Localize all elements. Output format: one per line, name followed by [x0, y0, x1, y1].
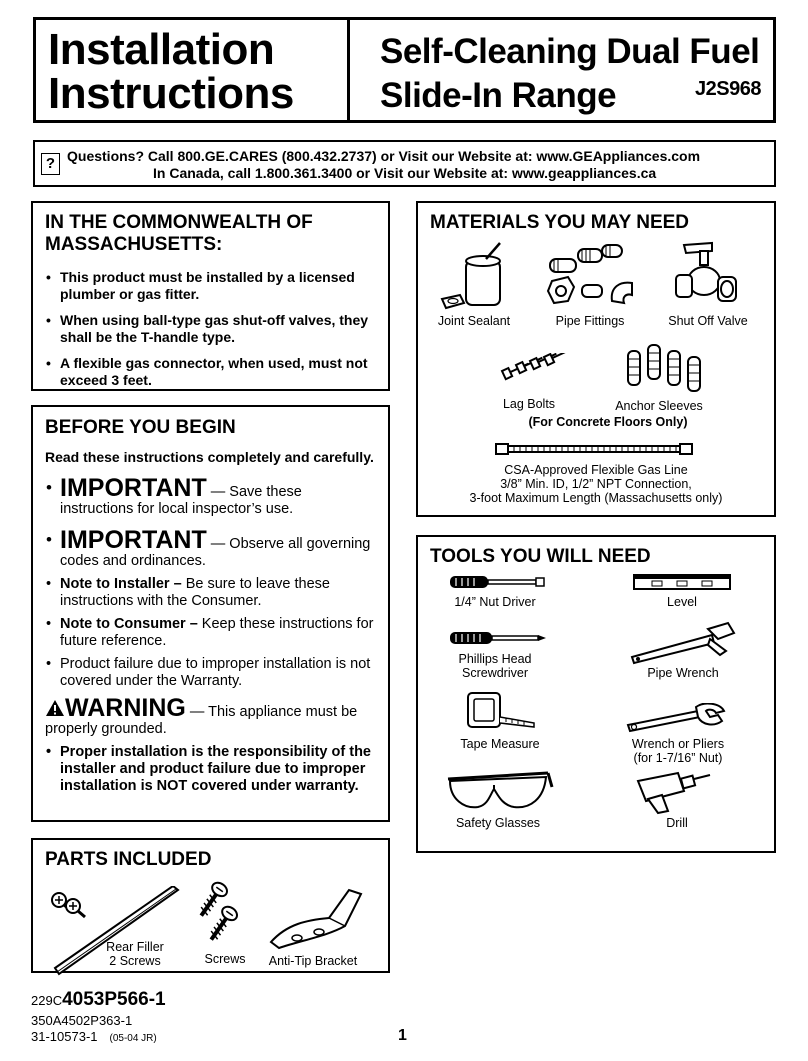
questions-line-1: Questions? Call 800.GE.CARES (800.432.2737) or Visit our Website at: www.GEAppliances.com	[67, 148, 701, 164]
pipe-fittings-illustration	[542, 241, 638, 313]
safety-glasses-caption: Safety Glasses	[455, 816, 541, 830]
phillips-caption	[440, 652, 550, 680]
flexible-gas-line-illustration	[494, 439, 694, 459]
joint-sealant-illustration	[438, 241, 510, 313]
note-text: Be sure to leave these instructions with the Consumer.	[60, 576, 330, 609]
failure-note: • Product failure due to improper installation is not covered under the Warranty.	[45, 656, 376, 690]
caption-line: 3/8” Min. ID, 1/2” NPT Connection,	[500, 477, 692, 491]
important-save-note: • IMPORTANT — Save these instructions for local inspector’s use.	[46, 474, 302, 517]
part-number-prefix: 229C	[31, 993, 63, 1008]
tools-section	[416, 535, 776, 853]
revision-date: (05-04 JR)	[109, 1033, 157, 1044]
materials-section	[416, 201, 776, 517]
model-number: J2S968	[695, 78, 761, 100]
questions-banner	[33, 140, 776, 187]
before-you-begin-section	[31, 405, 390, 822]
secondary-number: 350A4502P363-1	[31, 1013, 133, 1028]
product-line-2: Slide-In Range	[380, 76, 617, 115]
warning-icon	[45, 699, 65, 717]
materials-title: MATERIALS YOU MAY NEED	[430, 212, 690, 233]
caption-line: (for 1-7/16” Nut)	[633, 751, 723, 765]
document-number-line	[31, 1029, 157, 1046]
concrete-floors-note: (For Concrete Floors Only)	[528, 415, 688, 429]
anchor-sleeves-illustration	[622, 343, 712, 399]
note-label: Note to Consumer –	[60, 616, 198, 632]
product-title	[350, 20, 773, 120]
lag-bolts-caption: Lag Bolts	[502, 397, 556, 411]
parts-included-section	[31, 838, 390, 973]
important-label: IMPORTANT	[60, 526, 207, 554]
gas-line-caption	[426, 463, 766, 505]
nut-driver-caption: 1/4” Nut Driver	[454, 595, 536, 609]
title-line-1: Installation	[48, 25, 275, 74]
before-intro: Read these instructions completely and carefully.	[45, 449, 374, 465]
drill-caption: Drill	[666, 816, 688, 830]
product-line-1: Self-Cleaning Dual Fuel	[380, 32, 760, 71]
rear-filler-caption	[105, 940, 165, 968]
level-illustration	[632, 573, 732, 591]
screws-caption: Screws	[204, 952, 246, 966]
bracket-caption: Anti-Tip Bracket	[268, 954, 358, 968]
title-line-2: Instructions	[48, 69, 294, 118]
caption-line: Wrench or Pliers	[631, 737, 725, 751]
tape-measure-caption: Tape Measure	[460, 737, 540, 751]
level-caption: Level	[667, 595, 697, 609]
warning-label: WARNING	[65, 694, 186, 722]
caption-line: 2 Screws	[109, 954, 161, 968]
massachusetts-title: IN THE COMMONWEALTH OF MASSACHUSETTS:	[45, 212, 313, 255]
warning-text: — This appliance must be properly grounded.	[45, 704, 358, 737]
nut-driver-illustration	[448, 573, 548, 591]
massachusetts-section	[31, 201, 390, 391]
before-title: BEFORE YOU BEGIN	[45, 417, 236, 438]
safety-glasses-illustration	[444, 769, 554, 815]
tools-title: TOOLS YOU WILL NEED	[430, 546, 651, 567]
caption-line: CSA-Approved Flexible Gas Line	[504, 463, 688, 477]
tape-measure-illustration	[464, 689, 536, 731]
phillips-screwdriver-illustration	[448, 629, 548, 647]
page-number: 1	[398, 1027, 407, 1044]
responsibility-note: • Proper installation is the responsibility of the installer and product failure due to improper installation is NOT covered under warranty.	[45, 744, 376, 795]
adjustable-wrench-illustration	[624, 703, 728, 733]
document-number: 31-10573-1	[31, 1029, 98, 1044]
joint-sealant-caption: Joint Sealant	[437, 314, 511, 328]
anchor-sleeves-caption: Anchor Sleeves	[615, 399, 703, 413]
shut-off-valve-illustration	[672, 241, 742, 313]
important-text: — Observe all governing codes and ordinances.	[60, 536, 371, 569]
drill-illustration	[632, 769, 712, 815]
pipe-wrench-illustration	[628, 621, 738, 665]
wrench-caption	[618, 737, 738, 765]
warning-note	[45, 695, 376, 738]
note-label: Note to Installer –	[60, 576, 182, 592]
pipe-fittings-caption: Pipe Fittings	[555, 314, 625, 328]
question-icon: ?	[41, 153, 60, 175]
questions-line-2: In Canada, call 1.800.361.3400 or Visit our Website at: www.geappliances.ca	[153, 165, 657, 181]
shut-off-valve-caption: Shut Off Valve	[668, 314, 748, 328]
document-title	[36, 20, 350, 120]
note-to-installer	[45, 576, 376, 610]
note-to-consumer	[45, 616, 376, 650]
caption-line: Phillips Head	[458, 652, 532, 666]
anti-tip-bracket-illustration	[267, 884, 367, 950]
part-number: 4053P566-1	[62, 989, 166, 1010]
part-number-line	[31, 989, 166, 1010]
important-codes-note: • IMPORTANT — Observe all governing codes and ordinances.	[46, 526, 371, 569]
parts-title: PARTS INCLUDED	[45, 849, 212, 870]
important-text: — Save these instructions for local inspector’s use.	[60, 484, 302, 517]
caption-line: Rear Filler	[106, 940, 164, 954]
note-text: Keep these instructions for future reference.	[60, 616, 374, 649]
list-item: • This product must be installed by a licensed plumber or gas fitter.	[45, 269, 376, 303]
list-item: • When using ball-type gas shut-off valves, they shall be the T-handle type.	[45, 312, 376, 346]
caption-line: 3-foot Maximum Length (Massachusetts only)	[469, 491, 723, 505]
important-label: IMPORTANT	[60, 474, 207, 502]
caption-line: Screwdriver	[462, 666, 528, 680]
screws-illustration	[195, 878, 255, 954]
header	[33, 17, 776, 123]
lag-bolts-illustration	[498, 353, 578, 395]
list-item: • A flexible gas connector, when used, must not exceed 3 feet.	[45, 355, 376, 389]
pipe-wrench-caption: Pipe Wrench	[647, 666, 719, 680]
